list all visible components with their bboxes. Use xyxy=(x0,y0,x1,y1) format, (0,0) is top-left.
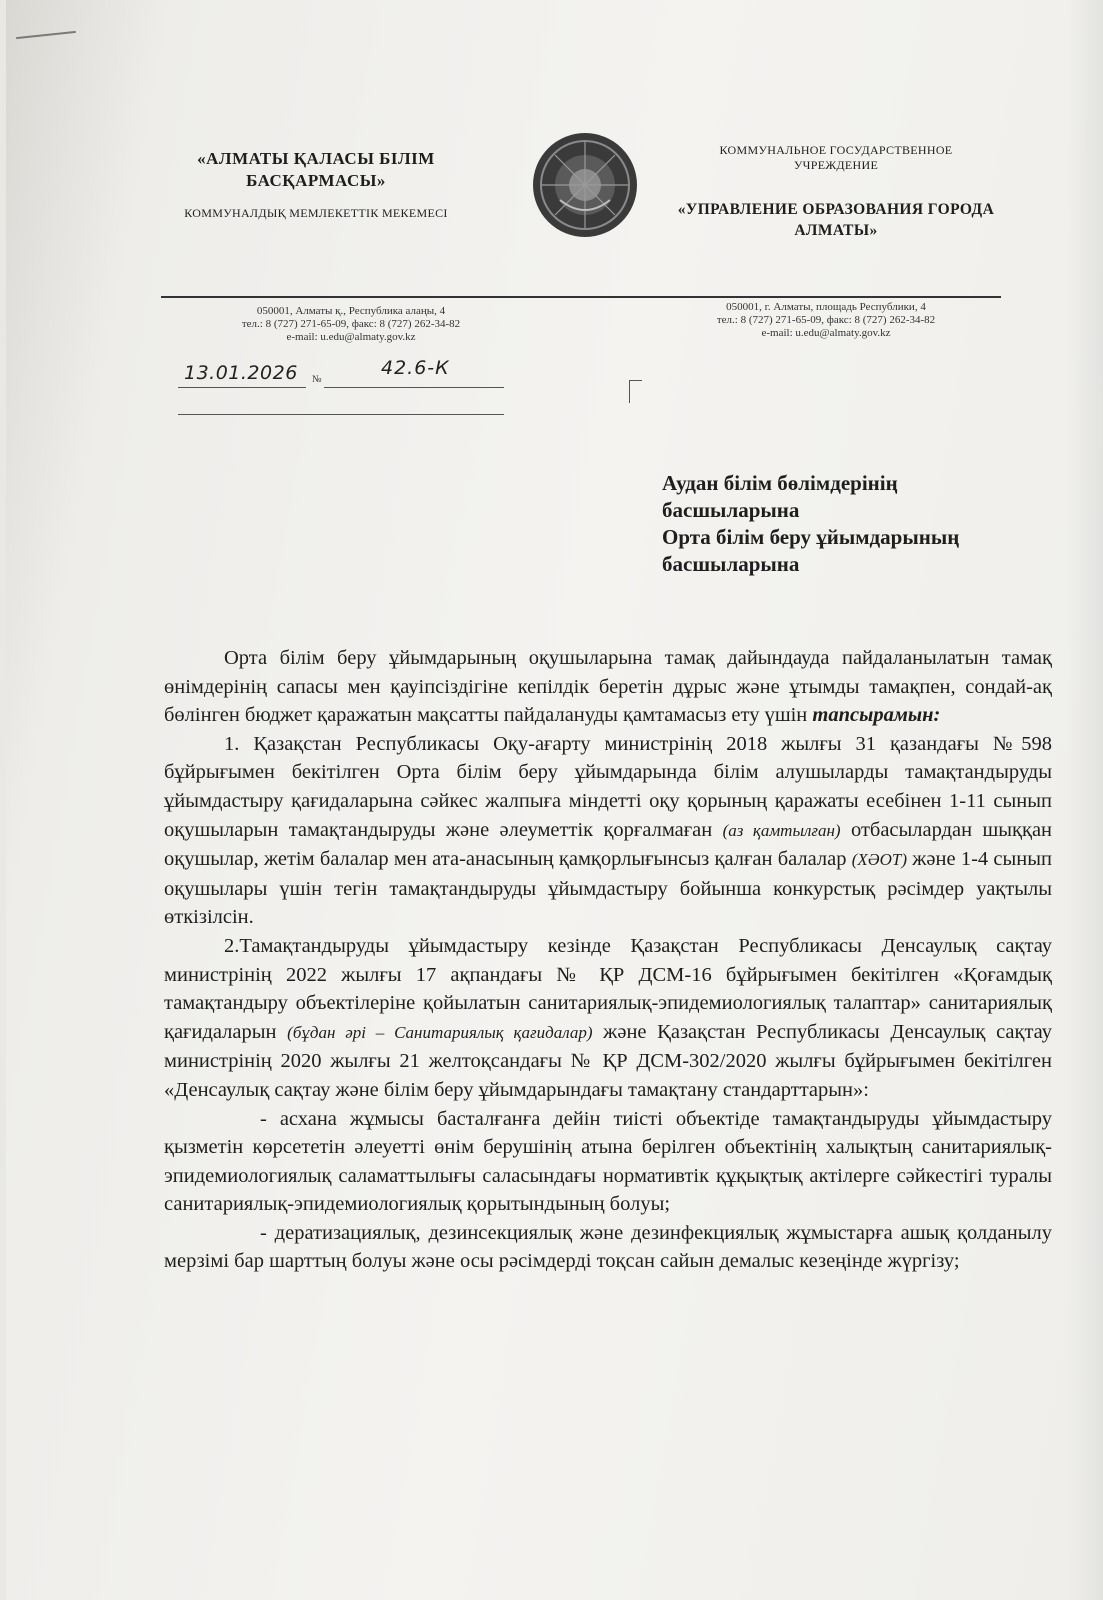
paragraph-1-note: (аз қамтылған) xyxy=(722,820,841,840)
addressee-line: Орта білім беру ұйымдарының xyxy=(662,525,960,549)
address-left-line: тел.: 8 (727) 271-65-09, факс: 8 (727) 262-34-82 xyxy=(241,318,461,330)
paragraph-2-text: 2.Тамақтандыруды ұйымдастыру кезінде Қазақстан Республикасы Денсаулық сақтау министрінің 2022 жылғы 17 ақпандағы № ҚР ДСМ-16 бұйрығымен бекітілген «Қоғамдық тамақтандыру объектілеріне қойылатын санитариялық-эпидемиологиялық талаптар» санитариялық қағидаларын xyxy=(164,934,1052,1043)
address-left-line: 050001, Алматы қ., Республика алаңы, 4 xyxy=(256,305,446,317)
date-underline xyxy=(178,387,306,388)
header-right-block xyxy=(676,143,996,241)
paragraph-1-text: және 1-4 сынып оқушылары үшін тегін тамақтандыруды ұйымдастыру бойынша конкурстық рәсімдер уақтылы өткізілсін. xyxy=(164,848,1053,929)
paragraph-1-text: 1. Қазақстан Республикасы Оқу-ағарту министрінің 2018 жылғы 31 қазандағы №598 бұйрығымен бекітілген Орта білім беру ұйымдарында білім алушыларды тамақтандыруды ұйымдастыру қағидаларына сәйкес жалпыға міндетті оқу қорының қаражаты есебінен 1-11 сынып оқушыларын тамақтандыруды және әлеуметтік қорғалмаған xyxy=(164,732,1052,841)
org-name-russian: «УПРАВЛЕНИЕ ОБРАЗОВАНИЯ ГОРОДА АЛМАТЫ» xyxy=(677,201,995,239)
address-right-line: e-mail: u.edu@almaty.gov.kz xyxy=(761,327,891,339)
handwritten-date: 13.01.2026 xyxy=(184,362,298,384)
number-underline xyxy=(324,387,504,388)
address-left-line: e-mail: u.edu@almaty.gov.kz xyxy=(286,331,416,343)
addressee-line: басшыларына xyxy=(662,498,800,522)
paragraph-2-text: және Қазақстан Республикасы Денсаулық сақтау министрінің 2020 жылғы 21 желтоқсандағы № ҚР ДСМ-302/2020 жылғы бұйрығымен бекітілген «Денсаулық сақтау және білім беру ұйымдарындағы тамақтану стандарттарын»: xyxy=(164,1020,1052,1101)
addressee-block xyxy=(662,470,1082,578)
address-right-line: тел.: 8 (727) 271-65-09, факс: 8 (727) 262-34-82 xyxy=(716,314,936,326)
intro-paragraph xyxy=(164,644,1052,730)
number-sign: № xyxy=(312,374,322,385)
reference-underline xyxy=(178,414,504,415)
bullet-item: - дератизациялық, дезинсекциялық және дезинфекциялық жұмыстарға ашық қолданылу мерзімі бар шарттың болуы және осы рәсімдерді тоқсан сайын демалыс кезеңінде жүргізу; xyxy=(164,1221,1052,1273)
org-type-russian: КОММУНАЛЬНОЕ ГОСУДАРСТВЕННОЕ УЧРЕЖДЕНИЕ xyxy=(719,143,953,172)
header-rule xyxy=(161,296,1001,298)
pen-mark xyxy=(16,31,76,39)
page-edge-shadow xyxy=(1067,0,1103,1600)
paragraph-1 xyxy=(164,730,1052,932)
org-type-kazakh: КОММУНАЛДЫҚ МЕМЛЕКЕТТІК МЕКЕМЕСІ xyxy=(184,206,448,220)
state-emblem-icon xyxy=(530,130,640,240)
header-left-block xyxy=(166,148,466,221)
address-left xyxy=(191,305,511,344)
address-right xyxy=(666,301,986,340)
paragraph-2-note: (бұдан әрі – Санитариялық қағидалар) xyxy=(287,1022,593,1042)
intro-text: Орта білім беру ұйымдарының оқушыларына тамақ дайындауда пайдаланылатын тамақ өнімдерінің сапасы мен қауіпсіздігіне кепілдік беретін дұрыс және ұтымды тамақпен, сондай-ақ бөлінген бюджет қаражатын мақсатты пайдалануды қамтамасыз ету үшін xyxy=(164,647,1052,727)
bullet-item: - асхана жұмысы басталғанға дейін тиісті объектіде тамақтандыруды ұйымдастыру қызметін көрсететін әлеуетті өнім берушінің атына берілген объектінің халықтың санитариялық-эпидемиологиялық саламаттылығы саласындағы нормативтік құқықтық актілерге сәйкестігі туралы санитариялық-эпидемиологиялық қорытындының болуы; xyxy=(164,1107,1052,1216)
addressee-line: басшыларына xyxy=(662,552,800,576)
handwritten-number: 42.6-К xyxy=(381,357,450,379)
paragraph-1-abbr: (ХӘОТ) xyxy=(851,850,907,870)
paragraph-1-text: отбасылардан шыққан оқушылар, жетім балалар мен ата-анасының қамқорлығынсыз қалған балалар xyxy=(164,818,1053,871)
paragraph-2 xyxy=(164,932,1052,1105)
org-name-kazakh: «АЛМАТЫ ҚАЛАСЫ БІЛІМ БАСҚАРМАСЫ» xyxy=(197,149,435,190)
addressee-line: Аудан білім бөлімдерінің xyxy=(662,471,898,495)
letter-body xyxy=(164,644,1052,1276)
intro-emphasis: тапсырамын: xyxy=(812,704,941,727)
document-page xyxy=(6,0,1103,1600)
address-right-line: 050001, г. Алматы, площадь Республики, 4 xyxy=(726,301,926,313)
corner-mark xyxy=(629,380,642,403)
